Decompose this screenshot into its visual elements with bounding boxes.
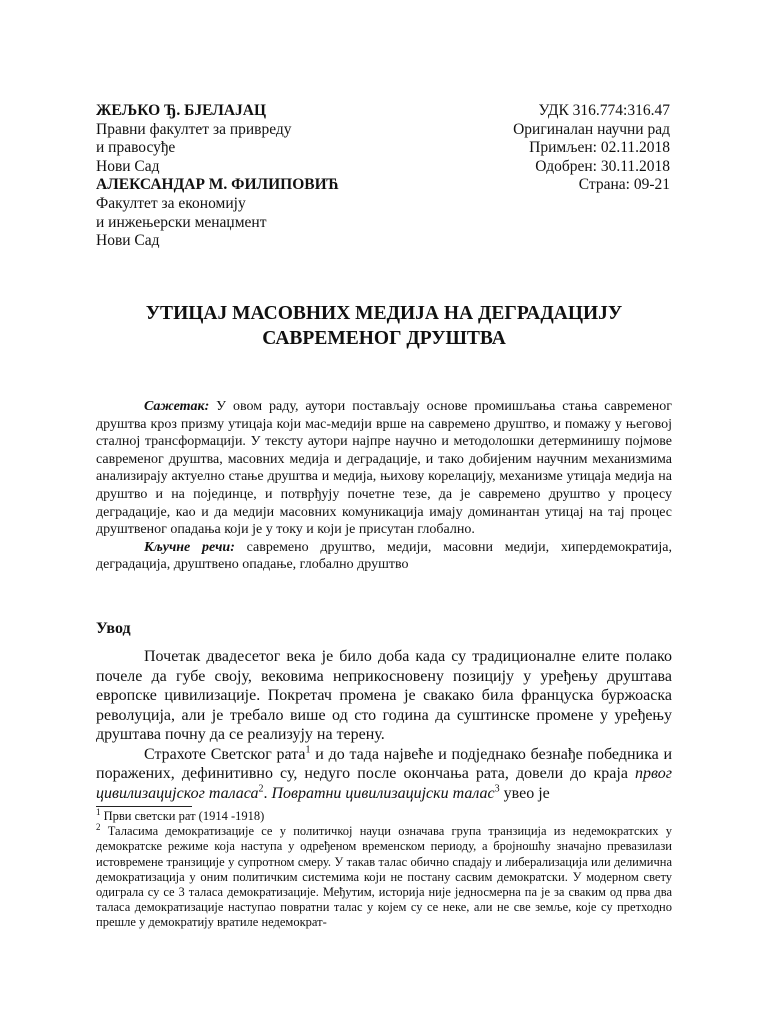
footnotes <box>96 806 672 931</box>
footnote-1-mark: 1 <box>96 806 101 817</box>
para2-text-b: и до тада највеће и подједнако безнађе победника и поражених, дефинитивно су, недуго после окончања рата, довели до краја <box>96 745 673 782</box>
publication-meta <box>410 102 670 195</box>
footnote-1-text: Први светски рат (1914 -1918) <box>100 809 265 823</box>
author2-affiliation-line1: Факултет за економију <box>96 194 246 212</box>
abstract-text: У овом раду, аутори постављају основе промишљања стања савременог друштва кроз призму утицаја који мас-медији врше на савремено друштво, и помажу у његовој сталној трансформацији. У тексту аутори најпре научно и методолошки детерминишу појмове савременог друштва, масовних медија и деградације, и тако добијеним научним механизмима анализирају актуелно стање друштва и медија, њихову корелацију, механизме утицаја медија на друштво и на појединце, и потврђују почетне тезе, да је савремено друштво у процесу деградације, као и да медији масовних комуникација имају доминантан утицај на тај процес друштвеног опадања који је у току и који је присутан глобално. <box>96 399 672 538</box>
footnote-separator <box>96 806 192 807</box>
title-line1: УТИЦАЈ МАСОВНИХ МЕДИЈА НА ДЕГРАДАЦИЈУ <box>145 303 623 324</box>
para2-italic-1: првог цивилизацијског таласа <box>96 765 672 802</box>
abstract <box>96 398 672 574</box>
author1-city: Нови Сад <box>96 157 160 175</box>
footnote-2-mark: 2 <box>96 822 101 833</box>
para2-text-a: Страхоте Светског рата <box>144 745 306 763</box>
title-line2: САВРЕМЕНОГ ДРУШТВА <box>262 328 506 349</box>
keywords-paragraph <box>96 539 672 574</box>
received-date: Примљен: 02.11.2018 <box>529 139 670 157</box>
udk-code: УДК 316.774:316.47 <box>538 102 670 119</box>
para2-text-d: увео је <box>499 784 550 802</box>
author1-name: ЖЕЉКО Ђ. БЈЕЛАЈАЦ <box>96 102 267 119</box>
para2-italic-2: Повратни цивилизацијски талас <box>271 784 495 802</box>
body-paragraph-1: Почетак двадесетог века је било доба када су традиционалне елите полако почеле да губе своју, вековима неприкосновену позицију у уређењу друштава европске цивилизације. Покретач промена је свакако била француска буржоаска револуција, али је требало више од сто година да суштинске промене у уређењу друштава почну да се реализују на терену. <box>96 648 672 743</box>
footnote-ref-1[interactable]: 1 <box>305 744 311 756</box>
author-block <box>96 102 436 251</box>
author2-city: Нови Сад <box>96 232 160 250</box>
section-heading: Увод <box>96 620 131 637</box>
author2-name: АЛЕКСАНДАР М. ФИЛИПОВИЋ <box>96 176 340 194</box>
page-range: Страна: 09-21 <box>578 176 670 194</box>
keywords-text: савремено друштво, медији, масовни медији, хипердемократија, деградација, друштвено опадање, глобално друштво <box>96 539 672 573</box>
author1-affiliation-line1: Правни факултет за привреду <box>96 120 292 138</box>
footnote-ref-2[interactable]: 2 <box>258 783 264 795</box>
author1-affiliation-line2: и правосуђе <box>96 139 176 157</box>
para2-text-c: . <box>263 784 272 802</box>
footnote-ref-3[interactable]: 3 <box>494 783 500 795</box>
body-paragraph-2 <box>96 745 672 804</box>
abstract-label: Сажетак: <box>144 399 210 414</box>
approved-date: Одобрен: 30.11.2018 <box>535 157 670 175</box>
author2-affiliation-line2: и инжењерски менаџмент <box>96 213 267 231</box>
body-text <box>96 647 672 803</box>
keywords-label: Кључне речи: <box>144 539 235 555</box>
footnote-2 <box>96 824 672 930</box>
footnote-2-text: Таласима демократизације се у политичкој науци означава група транзиција из недемократских у демократске режиме која наступа у одређеном временском периоду, а бројношћу значајно превазилази истовремене транзиције у супротном смеру. У такав талас обично спадају и либерализација или делимична демократизација у оним политичким системима који не постану сасвим демократски. У модерном свету одиграла су се 3 таласа демократизације. Међутим, историја није једносмерна па је за сваким од прва два таласа демократизације наступао повратни талас у којем су се неке, али не све земље, које су претходно прешле у демократију вратиле недемократ- <box>96 824 672 930</box>
abstract-paragraph <box>96 398 672 539</box>
paper-type: Оригиналан научни рад <box>513 120 670 138</box>
footnote-1 <box>96 806 672 824</box>
paper-title <box>96 301 672 351</box>
